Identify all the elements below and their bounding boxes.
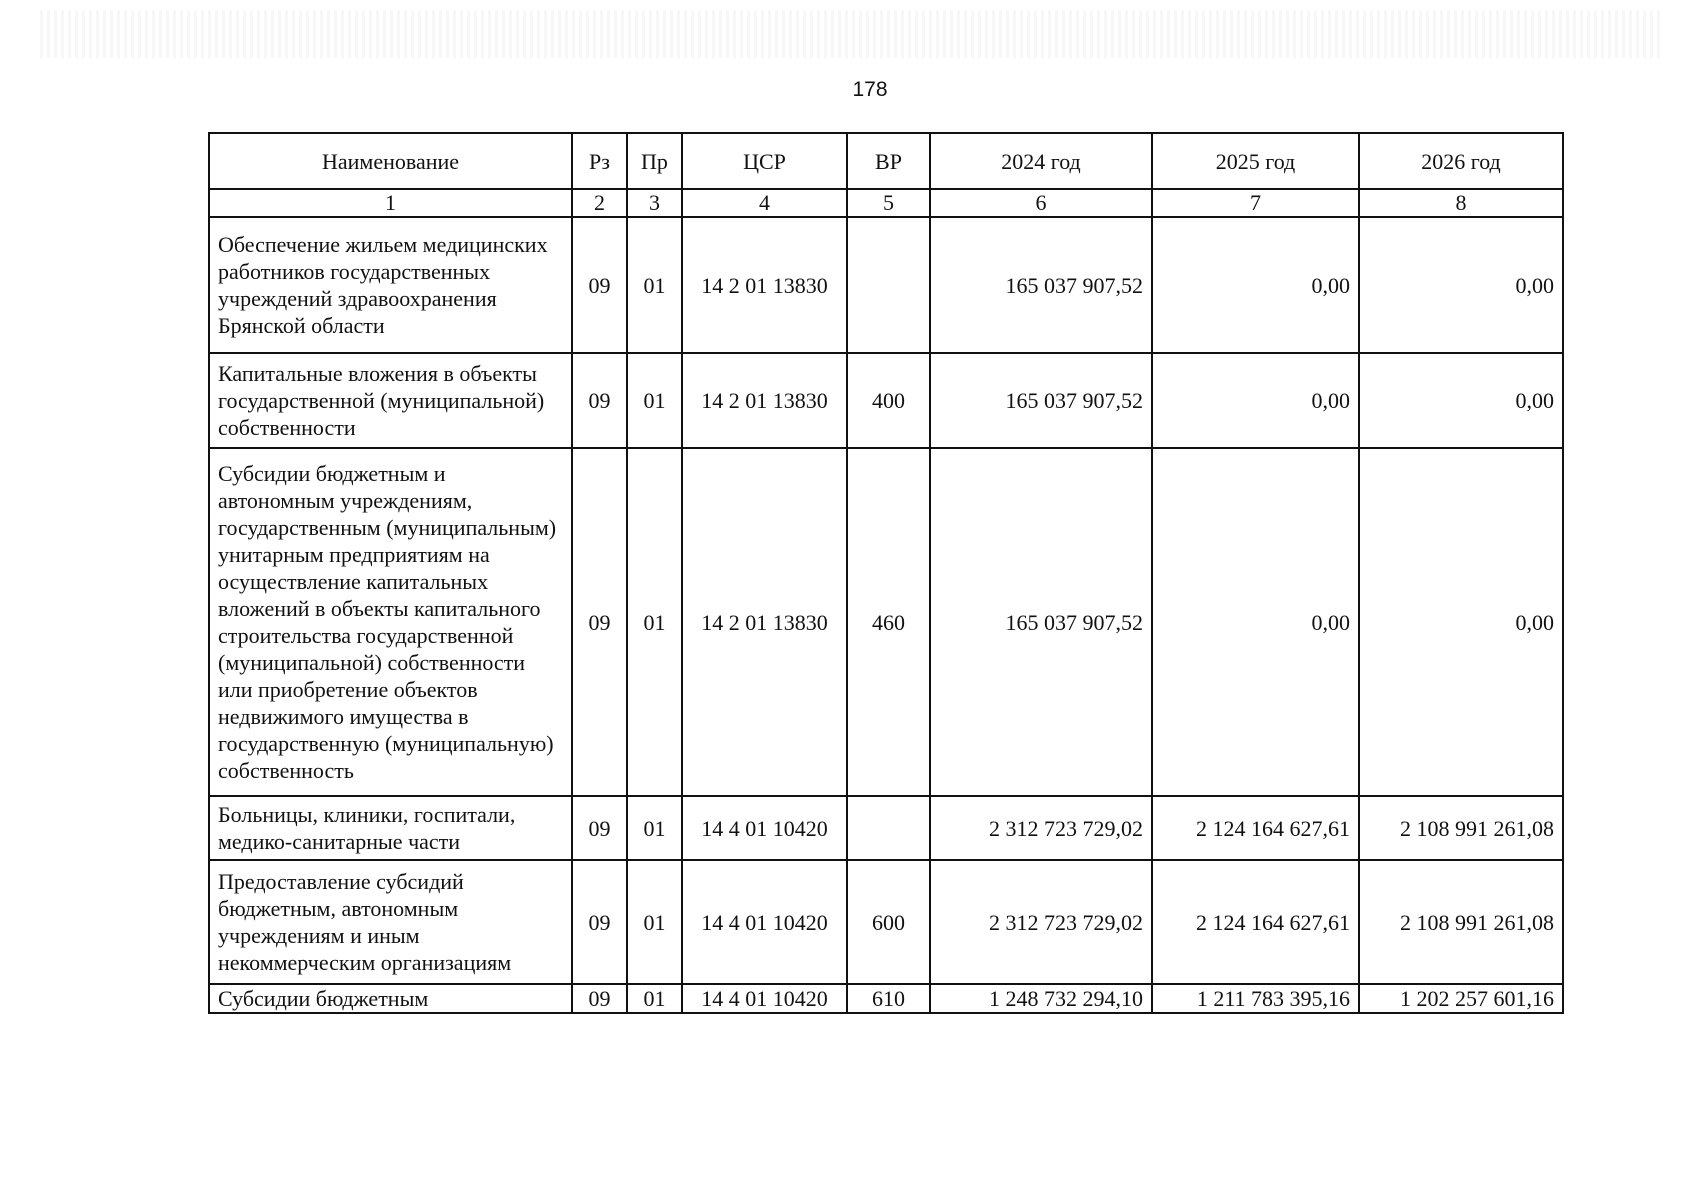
- row-vr: 610: [847, 984, 930, 1013]
- header-name: Наименование: [209, 133, 572, 189]
- row-name: Предоставление субсидий бюджетным, автономным учреждениям и иным некоммерческим организациям: [209, 860, 572, 984]
- row-2024: 165 037 907,52: [930, 217, 1152, 353]
- table-row: [209, 217, 1563, 353]
- row-2024: 165 037 907,52: [930, 353, 1152, 448]
- row-rz: 09: [572, 984, 627, 1013]
- scan-noise-strip: [40, 10, 1660, 58]
- column-number: 3: [627, 189, 682, 217]
- row-name: Обеспечение жильем медицинских работников государственных учреждений здравоохранения Брянской области: [209, 217, 572, 353]
- column-number: 7: [1152, 189, 1359, 217]
- column-number: 6: [930, 189, 1152, 217]
- column-number: 1: [209, 189, 572, 217]
- column-number: 4: [682, 189, 847, 217]
- row-2025: 2 124 164 627,61: [1152, 796, 1359, 860]
- row-rz: 09: [572, 860, 627, 984]
- header-pr: Пр: [627, 133, 682, 189]
- row-csr: 14 2 01 13830: [682, 353, 847, 448]
- row-2026: 0,00: [1359, 217, 1563, 353]
- column-number: 2: [572, 189, 627, 217]
- row-pr: 01: [627, 353, 682, 448]
- row-pr: 01: [627, 448, 682, 796]
- row-vr: 460: [847, 448, 930, 796]
- row-pr: 01: [627, 796, 682, 860]
- row-csr: 14 2 01 13830: [682, 217, 847, 353]
- row-2026: 2 108 991 261,08: [1359, 796, 1563, 860]
- row-rz: 09: [572, 796, 627, 860]
- row-2025: 0,00: [1152, 448, 1359, 796]
- header-csr: ЦСР: [682, 133, 847, 189]
- header-2024: 2024 год: [930, 133, 1152, 189]
- row-name: Капитальные вложения в объекты государственной (муниципальной) собственности: [209, 353, 572, 448]
- budget-table: [208, 132, 1564, 1014]
- row-2025: 2 124 164 627,61: [1152, 860, 1359, 984]
- row-rz: 09: [572, 448, 627, 796]
- table-row: [209, 353, 1563, 448]
- header-vr: ВР: [847, 133, 930, 189]
- row-rz: 09: [572, 353, 627, 448]
- row-vr: [847, 217, 930, 353]
- row-2024: 165 037 907,52: [930, 448, 1152, 796]
- table-row: [209, 796, 1563, 860]
- column-number: 8: [1359, 189, 1563, 217]
- row-name: Субсидии бюджетным: [209, 984, 572, 1013]
- table-row: [209, 984, 1563, 1013]
- row-2026: 0,00: [1359, 353, 1563, 448]
- table-row: [209, 448, 1563, 796]
- row-2026: 0,00: [1359, 448, 1563, 796]
- row-pr: 01: [627, 984, 682, 1013]
- header-2026: 2026 год: [1359, 133, 1563, 189]
- table-row: [209, 860, 1563, 984]
- header-row: [209, 133, 1563, 189]
- row-pr: 01: [627, 860, 682, 984]
- row-2025: 1 211 783 395,16: [1152, 984, 1359, 1013]
- header-rz: Рз: [572, 133, 627, 189]
- row-rz: 09: [572, 217, 627, 353]
- row-vr: [847, 796, 930, 860]
- column-number: 5: [847, 189, 930, 217]
- header-2025: 2025 год: [1152, 133, 1359, 189]
- row-2026: 2 108 991 261,08: [1359, 860, 1563, 984]
- row-vr: 600: [847, 860, 930, 984]
- row-2024: 1 248 732 294,10: [930, 984, 1152, 1013]
- row-2024: 2 312 723 729,02: [930, 860, 1152, 984]
- row-name: Субсидии бюджетным и автономным учреждениям, государственным (муниципальным) унитарным предприятиям на осуществление капитальных вложений в объекты капитального строительства государственной (муниципальной) собственности или приобретение объектов недвижимого имущества в государственную (муниципальную) собственность: [209, 448, 572, 796]
- row-csr: 14 4 01 10420: [682, 984, 847, 1013]
- row-pr: 01: [627, 217, 682, 353]
- row-name: Больницы, клиники, госпитали, медико-санитарные части: [209, 796, 572, 860]
- row-2025: 0,00: [1152, 353, 1359, 448]
- column-number-row: [209, 189, 1563, 217]
- row-csr: 14 4 01 10420: [682, 860, 847, 984]
- row-2025: 0,00: [1152, 217, 1359, 353]
- page-number: 178: [852, 78, 888, 101]
- row-csr: 14 4 01 10420: [682, 796, 847, 860]
- row-2024: 2 312 723 729,02: [930, 796, 1152, 860]
- row-2026: 1 202 257 601,16: [1359, 984, 1563, 1013]
- row-csr: 14 2 01 13830: [682, 448, 847, 796]
- row-vr: 400: [847, 353, 930, 448]
